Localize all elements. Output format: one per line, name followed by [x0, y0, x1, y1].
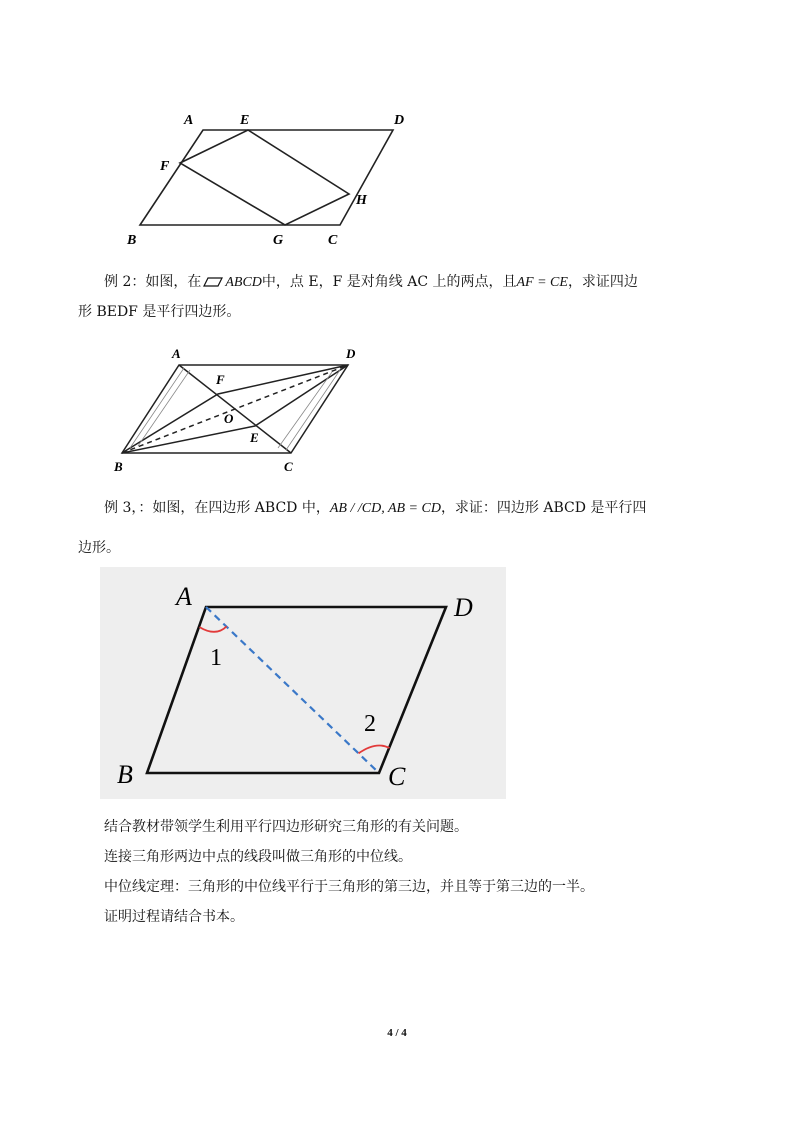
label-g: G — [273, 233, 284, 248]
example-3-suffix: ，求证：四边形 ABCD 是平行四 — [440, 500, 647, 516]
example-2-condition: AF = CE — [516, 275, 568, 290]
text-line-1: 结合教材带领学生利用平行四边形研究三角形的有关问题。 — [104, 819, 468, 835]
label-o: O — [224, 411, 234, 426]
figure-3-parallelogram-abcd — [100, 567, 506, 799]
label-e: E — [240, 113, 250, 128]
label-b: B — [114, 459, 123, 474]
text-line-4: 证明过程请结合书本。 — [104, 909, 244, 925]
example-2-line-2: 形 BEDF 是平行四边形。 — [78, 304, 241, 320]
example-3-line-1 — [104, 497, 744, 520]
label-f: F — [216, 372, 225, 387]
label-c: C — [388, 762, 406, 791]
example-2-abcd: ABCD — [225, 275, 262, 290]
figure-1-parallelogram-efgh — [110, 100, 430, 250]
label-b: B — [117, 760, 133, 789]
label-c: C — [284, 459, 293, 474]
example-2-prefix: 例 2：如图，在 — [104, 274, 202, 290]
angle-1-label: 1 — [210, 645, 222, 671]
label-a: A — [184, 113, 194, 128]
angle-2-label: 2 — [364, 711, 376, 737]
figure-2-parallelogram-bedf — [100, 338, 380, 478]
example-2-line-1 — [104, 271, 744, 294]
label-c: C — [328, 233, 338, 248]
example-3-prefix: 例 3，：如图，在四边形 ABCD 中， — [104, 500, 330, 516]
quadrilateral-efgh-outline — [180, 130, 349, 225]
parallelogram-abcd-outline — [140, 130, 393, 225]
label-f: F — [160, 159, 170, 174]
label-d: D — [346, 346, 356, 361]
example-2-mid: 中，点 E，F 是对角线 AC 上的两点，且 — [261, 274, 517, 290]
example-3-condition: AB / /CD, AB = CD — [329, 501, 441, 516]
label-a: A — [176, 582, 192, 611]
label-e: E — [250, 430, 259, 445]
page-number: 4 / 4 — [387, 1027, 407, 1039]
label-d: D — [394, 113, 405, 128]
parallelogram-symbol-icon — [203, 277, 223, 287]
label-a: A — [172, 346, 181, 361]
example-3-line-2: 边形。 — [78, 540, 120, 556]
label-h: H — [356, 193, 367, 208]
label-b: B — [127, 233, 137, 248]
text-line-2: 连接三角形两边中点的线段叫做三角形的中位线。 — [104, 849, 412, 865]
example-2-suffix: ，求证四边 — [567, 274, 638, 290]
label-d: D — [454, 593, 473, 622]
text-line-3: 中位线定理：三角形的中位线平行于三角形的第三边，并且等于第三边的一半。 — [104, 879, 594, 895]
figure-3-background — [100, 567, 506, 799]
